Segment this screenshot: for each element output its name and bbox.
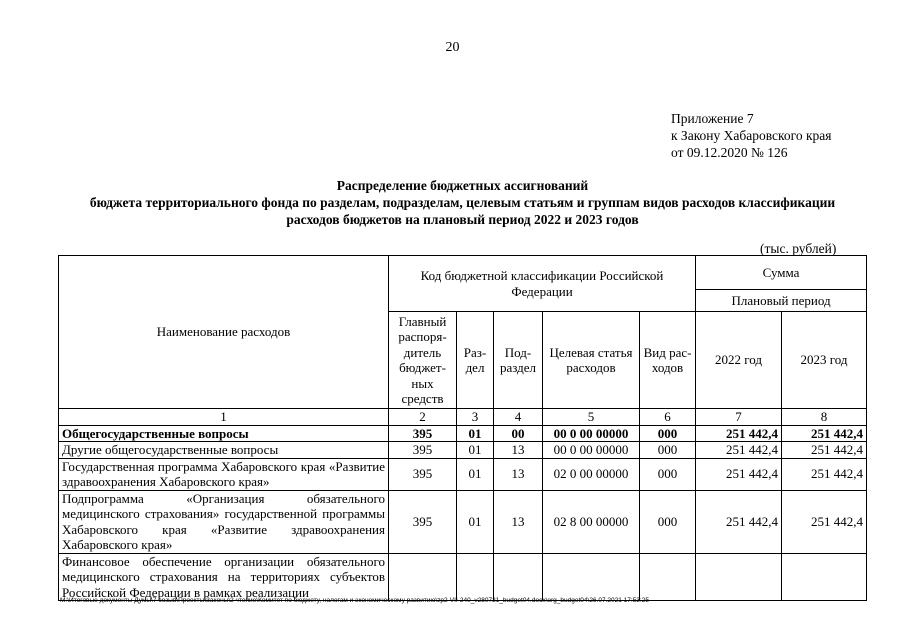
row-pr: 13 <box>494 490 543 553</box>
header-expense-type: Вид рас-ходов <box>640 312 696 409</box>
footer-file-path: M:\Итоговые документы Думы\7 созыв\Проекты\Законы\2 чтение\Комитет по бюджету, налогам и экономическому развитию\zp2-VII-240_v280721_budget04.docx\org_budget04\26.07.2021 17:53:25 <box>60 597 649 604</box>
header-section: Раз-дел <box>457 312 494 409</box>
header-period-group: Плановый период <box>696 290 867 312</box>
header-name: Наименование расходов <box>59 256 389 409</box>
row-y2023: 251 442,4 <box>782 425 867 442</box>
row-y2023: 251 442,4 <box>782 490 867 553</box>
table-row <box>59 490 867 553</box>
document-title <box>40 177 885 228</box>
header-year-2023: 2023 год <box>782 312 867 409</box>
row-vr <box>640 553 696 601</box>
header-target-item: Целевая статья расходов <box>543 312 640 409</box>
table-row <box>59 458 867 490</box>
appendix-line: Приложение 7 <box>671 111 754 126</box>
row-vr: 000 <box>640 425 696 442</box>
row-name: Финансовое обеспечение организации обязательного медицинского страхования на территориях субъектов Российской Федерации в рамках реализации <box>59 553 389 601</box>
row-y2023: 251 442,4 <box>782 442 867 459</box>
unit-label: (тыс. рублей) <box>760 241 837 256</box>
row-name: Другие общегосударственные вопросы <box>59 442 389 459</box>
row-y2022: 251 442,4 <box>696 458 782 490</box>
column-number: 7 <box>696 409 782 426</box>
row-rz: 01 <box>457 425 494 442</box>
row-name: Подпрограмма «Организация обязательного медицинского страхования» государственной программы Хабаровского края «Развитие здравоохранения Хабаровского края» <box>59 490 389 553</box>
row-y2023 <box>782 553 867 601</box>
row-name: Государственная программа Хабаровского края «Развитие здравоохранения Хабаровского края» <box>59 458 389 490</box>
row-vr: 000 <box>640 458 696 490</box>
row-cs: 02 0 00 00000 <box>543 458 640 490</box>
table-row <box>59 425 867 442</box>
row-y2022: 251 442,4 <box>696 425 782 442</box>
column-number: 6 <box>640 409 696 426</box>
table-row <box>59 553 867 601</box>
row-pr: 13 <box>494 442 543 459</box>
row-cs <box>543 553 640 601</box>
row-pr: 00 <box>494 425 543 442</box>
row-vr: 000 <box>640 490 696 553</box>
column-number: 4 <box>494 409 543 426</box>
row-rz <box>457 553 494 601</box>
column-number-row <box>59 409 867 426</box>
budget-table <box>58 255 867 601</box>
row-rz: 01 <box>457 490 494 553</box>
row-gr: 395 <box>389 425 457 442</box>
row-rz: 01 <box>457 458 494 490</box>
title-line: бюджета территориального фонда по разделам, подразделам, целевым статьям и группам видов расходов классификации <box>89 195 836 210</box>
header-code-group: Код бюджетной классификации Российской Федерации <box>389 256 696 312</box>
column-number: 2 <box>389 409 457 426</box>
row-cs: 00 0 00 00000 <box>543 442 640 459</box>
row-y2022: 251 442,4 <box>696 442 782 459</box>
header-subsection: Под-раздел <box>494 312 543 409</box>
row-gr: 395 <box>389 442 457 459</box>
row-name: Общегосударственные вопросы <box>59 425 389 442</box>
page-number: 20 <box>445 40 460 55</box>
appendix-block <box>671 110 832 161</box>
header-year-2022: 2022 год <box>696 312 782 409</box>
row-cs: 00 0 00 00000 <box>543 425 640 442</box>
row-pr <box>494 553 543 601</box>
row-gr: 395 <box>389 490 457 553</box>
header-main-manager: Главный распоря-дитель бюджет-ных средств <box>389 312 457 409</box>
row-pr: 13 <box>494 458 543 490</box>
row-vr: 000 <box>640 442 696 459</box>
row-y2022: 251 442,4 <box>696 490 782 553</box>
row-gr: 395 <box>389 458 457 490</box>
row-gr <box>389 553 457 601</box>
appendix-line: к Закону Хабаровского края <box>671 128 832 143</box>
column-number: 1 <box>59 409 389 426</box>
row-cs: 02 8 00 00000 <box>543 490 640 553</box>
row-rz: 01 <box>457 442 494 459</box>
table-row <box>59 442 867 459</box>
row-y2023: 251 442,4 <box>782 458 867 490</box>
column-number: 3 <box>457 409 494 426</box>
title-line: расходов бюджетов на плановый период 2022 и 2023 годов <box>286 212 639 227</box>
header-sum-group: Сумма <box>696 256 867 290</box>
column-number: 5 <box>543 409 640 426</box>
column-number: 8 <box>782 409 867 426</box>
title-line: Распределение бюджетных ассигнований <box>336 178 589 193</box>
row-y2022 <box>696 553 782 601</box>
appendix-line: от 09.12.2020 № 126 <box>671 145 788 160</box>
